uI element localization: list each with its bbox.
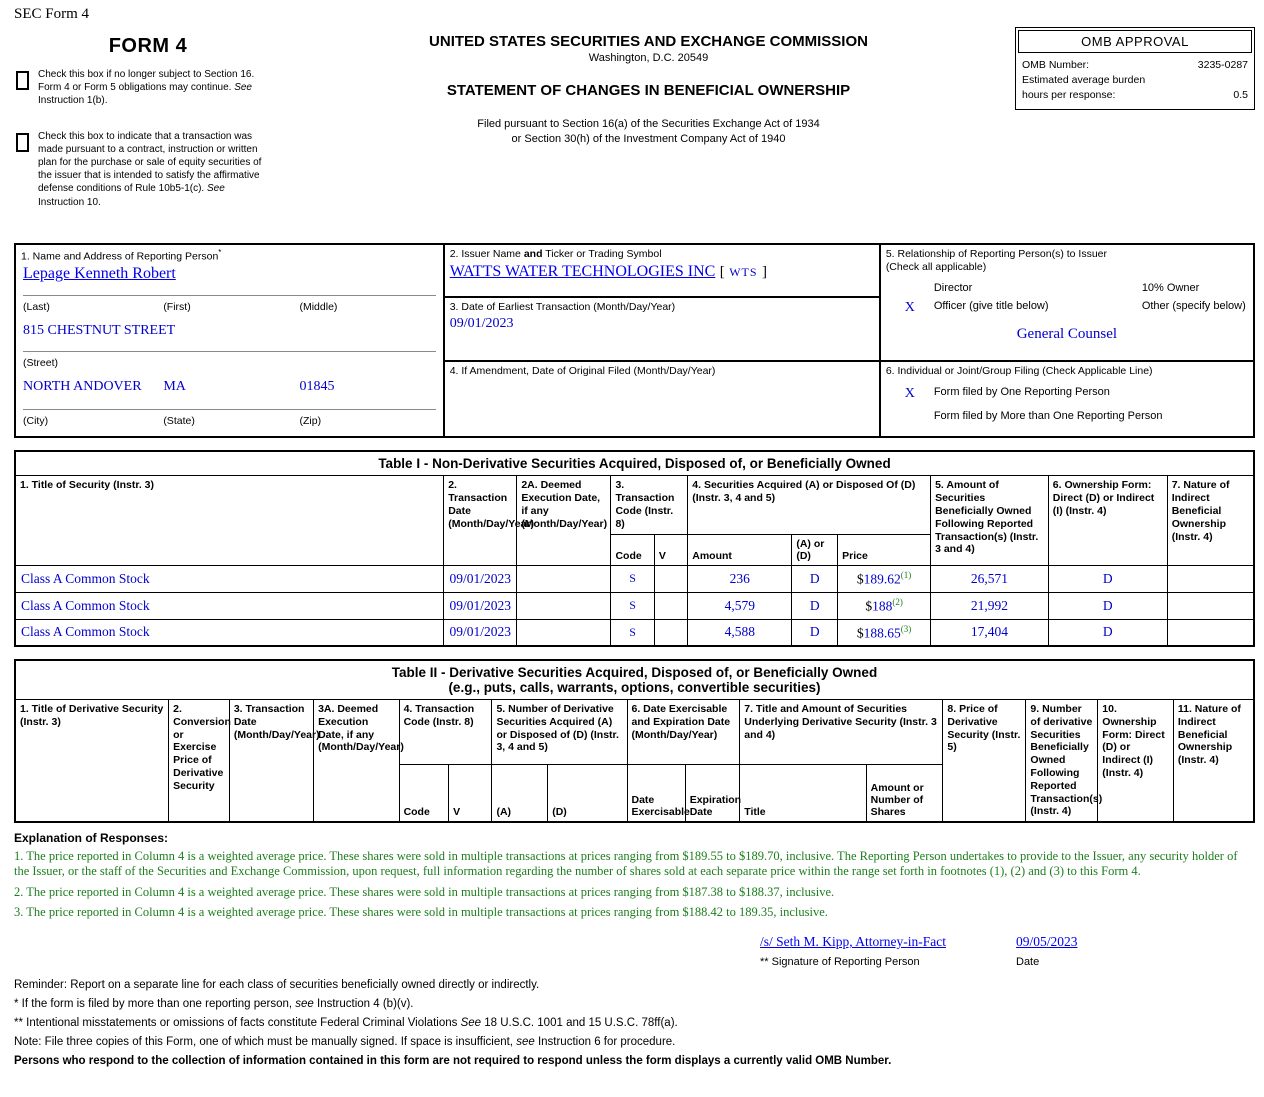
street-label: (Street) xyxy=(23,357,59,370)
table2-subheader-v: V xyxy=(449,764,492,822)
omb-burden-row-2 xyxy=(1022,88,1248,103)
other-x-slot[interactable] xyxy=(1116,300,1142,316)
commission-title: UNITED STATES SECURITIES AND EXCHANGE COMMISSION xyxy=(429,33,868,50)
checkbox-zone xyxy=(14,68,282,209)
security-title-cell: Class A Common Stock xyxy=(15,619,444,646)
pursuant-text xyxy=(292,117,1005,147)
issuer-cell xyxy=(444,244,880,298)
zip-label: (Zip) xyxy=(299,415,322,428)
sec-form-label: SEC Form 4 xyxy=(14,6,90,22)
name-field-labels xyxy=(21,296,438,319)
header-center-column xyxy=(282,27,1015,147)
more-person-label: Form filed by More than One Reporting Person xyxy=(933,410,1163,423)
city-label: (City) xyxy=(23,415,49,428)
header-band xyxy=(14,27,1255,231)
officer-label: Officer (give title below) xyxy=(933,299,1049,312)
ticker-bracket-close: ] xyxy=(762,263,768,280)
footnote-3: 3. The price reported in Column 4 is a weighted average price. These shares were sold in multiple transactions at prices ranging from $188.42 to 189.35, inclusive. xyxy=(14,904,828,919)
state-value: MA xyxy=(163,379,186,395)
omb-number-value: 3235-0287 xyxy=(1197,59,1248,71)
footnote-ref: (2) xyxy=(892,596,903,607)
footnote-1: 1. The price reported in Column 4 is a weighted average price. These shares were sold in multiple transactions at prices ranging from $189.55 to $189.70, inclusive. The Reporting Person undertakes to provide to the Issuer, any security holder of the Issuer, or the staff of the Securities and Exchange Commission, upon request, full information regarding the number of shares sold at each separate price within the range set forth in footnotes (1), (2) and (3) to this Form 4. xyxy=(14,849,1238,879)
filing-type-label: 6. Individual or Joint/Group Filing (Check Applicable Line) xyxy=(885,365,1153,378)
omb-burden-label-1: Estimated average burden xyxy=(1022,74,1146,87)
footer-notes xyxy=(14,978,1255,1068)
table1-header-code-group: 3. Transaction Code (Instr. 8) xyxy=(611,476,688,534)
city-value: NORTH ANDOVER xyxy=(23,379,142,395)
table1-subheader-a-or-d: (A) or (D) xyxy=(792,534,838,565)
price-cell: $189.62$^{(1)}$ xyxy=(838,565,931,592)
earliest-transaction-cell xyxy=(444,297,880,361)
star-note-line: * If the form is filed by more than one reporting person, see Instruction 4 (b)(v). xyxy=(14,998,414,1011)
table2-header-exercisable-group: 6. Date Exercisable and Expiration Date (Month/Day/Year) xyxy=(627,700,740,765)
table2-header-underlying-group: 7. Title and Amount of Securities Underlying Derivative Security (Instr. 3 and 4) xyxy=(740,700,943,765)
form-4-title: FORM 4 xyxy=(108,35,188,57)
table-row: Class A Common Stock 09/01/2023 S 236 D $189.62$^{(1)}$ 26,571 D xyxy=(15,565,1254,592)
table2-subheader-title: Title xyxy=(740,764,866,822)
table1-title: Table I - Non-Derivative Securities Acquired, Disposed of, or Beneficially Owned xyxy=(15,451,1254,476)
table2-title: Table II - Derivative Securities Acquired, Disposed of, or Beneficially Owned xyxy=(391,665,878,680)
table2-header-date: 3. Transaction Date (Month/Day/Year) xyxy=(229,700,313,823)
table2-subheader-d: (D) xyxy=(548,764,627,822)
table1-non-derivative xyxy=(14,450,1255,647)
relationship-label: 5. Relationship of Reporting Person(s) to Issuer (Check all applicable) xyxy=(885,247,1108,273)
table2-subheader-date-exercisable: Date Exercisable xyxy=(627,764,685,822)
more-person-x-slot[interactable] xyxy=(886,410,934,422)
table1-header-deemed: 2A. Deemed Execution Date, if any (Month/Day/Year) xyxy=(517,476,611,565)
reporting-info-grid xyxy=(14,243,1255,439)
table1-header-security: 1. Title of Security (Instr. 3) xyxy=(15,476,444,565)
footnote-2: 2. The price reported in Column 4 is a weighted average price. These shares were sold in multiple transactions at prices ranging from $187.38 to $188.37, inclusive. xyxy=(14,884,835,899)
file-copies-note-line: Note: File three copies of this Form, one of which must be manually signed. If space is insufficient, see Instruction 6 for procedure. xyxy=(14,1035,676,1048)
city-state-zip-values xyxy=(21,375,438,407)
omb-burden-row-1 xyxy=(1022,73,1248,88)
omb-number-row xyxy=(1022,58,1248,73)
table2-header-number-owned: 9. Number of derivative Securities Beneficially Owned Following Reported Transaction(s) (Instr. 4) xyxy=(1026,700,1098,823)
officer-x-mark[interactable]: X xyxy=(904,299,915,315)
pursuant-line-2: or Section 30(h) of the Investment Company Act of 1940 xyxy=(511,132,786,145)
last-label: (Last) xyxy=(23,301,50,314)
double-star-note-line: ** Intentional misstatements or omissions of facts constitute Federal Criminal Violations See 18 U.S.C. 1001 and 15 U.S.C. 78ff(a). xyxy=(14,1016,678,1029)
director-x-slot[interactable] xyxy=(886,282,934,294)
reporting-person-label: 1. Name and Address of Reporting Person* xyxy=(21,247,222,263)
omb-number-label: OMB Number: xyxy=(1022,59,1090,71)
table2-subtitle: (e.g., puts, calls, warrants, options, convertible securities) xyxy=(448,680,821,695)
earliest-transaction-label: 3. Date of Earliest Transaction (Month/Day/Year) xyxy=(449,301,676,314)
relationship-grid xyxy=(886,282,1248,316)
table-row: Class A Common Stock 09/01/2023 S 4,579 D $188$^{(2)}$ 21,992 D xyxy=(15,592,1254,619)
table1-header-date: 2. Transaction Date (Month/Day/Year) xyxy=(444,476,517,565)
amendment-label: 4. If Amendment, Date of Original Filed (Month/Day/Year) xyxy=(449,365,716,378)
table1-header-ownership: 6. Ownership Form: Direct (D) or Indirect (I) (Instr. 4) xyxy=(1048,476,1167,565)
table2-derivative xyxy=(14,659,1255,823)
table1-subheader-price: Price xyxy=(838,534,931,565)
table2-subheader-a: (A) xyxy=(492,764,548,822)
table2-header-number-group: 5. Number of Derivative Securities Acquired (A) or Disposed of (D) (Instr. 3, 4 and 5) xyxy=(492,700,627,765)
signature-date-link[interactable]: 09/05/2023 xyxy=(1016,934,1078,950)
header-left-column xyxy=(14,27,282,231)
table1-subheader-amount: Amount xyxy=(688,534,792,565)
street-value: 815 CHESTNUT STREET xyxy=(23,323,176,339)
section16-checkbox-label: Check this box if no longer subject to Section 16. Form 4 or Form 5 obligations may continue. See Instruction 1(b). xyxy=(38,69,255,107)
omb-approval-box xyxy=(1015,27,1255,110)
explanation-title: Explanation of Responses: xyxy=(14,831,169,846)
ten-percent-x-slot[interactable] xyxy=(1116,282,1142,294)
omb-approval-title: OMB APPROVAL xyxy=(1018,30,1252,53)
section16-checkbox-item xyxy=(14,68,282,108)
reporting-person-name-link[interactable]: Lepage Kenneth Robert xyxy=(23,265,176,283)
ten-percent-owner-label: 10% Owner xyxy=(1141,281,1200,294)
signature-label: ** Signature of Reporting Person xyxy=(760,956,920,969)
table2-subheader-expiration-date: Expiration Date xyxy=(685,764,740,822)
table2-title-cell xyxy=(15,660,1254,700)
table2-header-price: 8. Price of Derivative Security (Instr. 5) xyxy=(943,700,1026,823)
table2-header-conversion: 2. Conversion or Exercise Price of Derivative Security xyxy=(169,700,230,823)
table1-header-nature: 7. Nature of Indirect Beneficial Ownership (Instr. 4) xyxy=(1167,476,1254,565)
section16-checkbox[interactable] xyxy=(16,71,29,90)
rule10b5-checkbox[interactable] xyxy=(16,133,29,152)
zip-value: 01845 xyxy=(299,379,335,395)
filing-type-cell xyxy=(880,361,1254,437)
price-cell: $188.65$^{(3)}$ xyxy=(838,619,931,646)
city-state-zip-labels xyxy=(21,410,438,433)
signature-date-column xyxy=(1016,934,1216,968)
table2-header-deemed: 3A. Deemed Execution Date, if any (Month/Day/Year) xyxy=(314,700,399,823)
ticker-symbol: WTS xyxy=(729,264,758,279)
table2-subheader-code: Code xyxy=(399,764,449,822)
pursuant-line-1: Filed pursuant to Section 16(a) of the Securities Exchange Act of 1934 xyxy=(477,118,820,130)
table1-header-acquired-group: 4. Securities Acquired (A) or Disposed Of (D) (Instr. 3, 4 and 5) xyxy=(688,476,931,534)
amendment-cell xyxy=(444,361,880,437)
one-person-x-mark[interactable]: X xyxy=(904,386,915,402)
omb-burden-label-2: hours per response: xyxy=(1022,89,1116,102)
table1-subheader-code: Code xyxy=(611,534,654,565)
issuer-name-link[interactable]: WATTS WATER TECHNOLOGIES INC xyxy=(449,262,716,280)
issuer-name-line xyxy=(450,263,874,281)
signature-column xyxy=(760,934,1016,968)
commission-address: Washington, D.C. 20549 xyxy=(588,52,709,64)
table2-header-security: 1. Title of Derivative Security (Instr. 3) xyxy=(15,700,169,823)
state-label: (State) xyxy=(163,415,195,428)
persons-respond-line: Persons who respond to the collection of information contained in this form are not required to respond unless the form displays a currently valid OMB Number. xyxy=(14,1054,892,1067)
reminder-line: Reminder: Report on a separate line for each class of securities beneficially owned directly or indirectly. xyxy=(14,979,540,992)
statement-title: STATEMENT OF CHANGES IN BENEFICIAL OWNERSHIP xyxy=(446,82,851,99)
table2-subheader-amount-shares: Amount or Number of Shares xyxy=(866,764,943,822)
other-label: Other (specify below) xyxy=(1141,299,1246,312)
header-right-column xyxy=(1015,27,1255,110)
signature-link[interactable]: /s/ Seth M. Kipp, Attorney-in-Fact xyxy=(760,934,946,950)
table2-header-code-group: 4. Transaction Code (Instr. 8) xyxy=(399,700,492,765)
omb-burden-value: 0.5 xyxy=(1233,89,1248,102)
security-title-cell: Class A Common Stock xyxy=(15,565,444,592)
director-label: Director xyxy=(933,281,973,294)
footnote-ref: (1) xyxy=(900,569,912,580)
reporting-person-cell xyxy=(15,244,444,438)
one-person-label: Form filed by One Reporting Person xyxy=(933,386,1110,399)
footnote-ref: (3) xyxy=(900,623,912,634)
filing-type-grid xyxy=(886,386,1248,422)
table2-header-ownership: 10. Ownership Form: Direct (D) or Indirect (I) (Instr. 4) xyxy=(1098,700,1174,823)
security-title-cell: Class A Common Stock xyxy=(15,592,444,619)
ticker-bracket-open: [ xyxy=(719,263,725,280)
middle-label: (Middle) xyxy=(299,301,338,314)
table1-subheader-v: V xyxy=(654,534,687,565)
price-cell: $188$^{(2)}$ xyxy=(838,592,931,619)
table2-header-nature: 11. Nature of Indirect Beneficial Ownership (Instr. 4) xyxy=(1173,700,1254,823)
relationship-cell xyxy=(880,244,1254,361)
first-label: (First) xyxy=(163,301,191,314)
officer-title-value: General Counsel xyxy=(1016,325,1118,342)
rule10b5-checkbox-label: Check this box to indicate that a transaction was made pursuant to a contract, instruction or written plan for the purchase or sale of equity securities of the issuer that is intended to satisfy the affirmative defense conditions of Rule 10b5-1(c). See Instruction 10. xyxy=(38,130,262,208)
table1-header-owned: 5. Amount of Securities Beneficially Owned Following Reported Transaction(s) (Instr. 3 and 4) xyxy=(931,476,1049,565)
omb-rows xyxy=(1018,53,1252,107)
table-row: Class A Common Stock 09/01/2023 S 4,588 D $188.65$^{(3)}$ 17,404 D xyxy=(15,619,1254,646)
signature-zone xyxy=(760,934,1255,968)
issuer-label: 2. Issuer Name and Ticker or Trading Symbol xyxy=(449,247,662,260)
signature-date-label: Date xyxy=(1016,956,1040,969)
rule10b5-checkbox-item xyxy=(14,130,282,209)
earliest-transaction-date: 09/01/2023 xyxy=(449,316,514,332)
